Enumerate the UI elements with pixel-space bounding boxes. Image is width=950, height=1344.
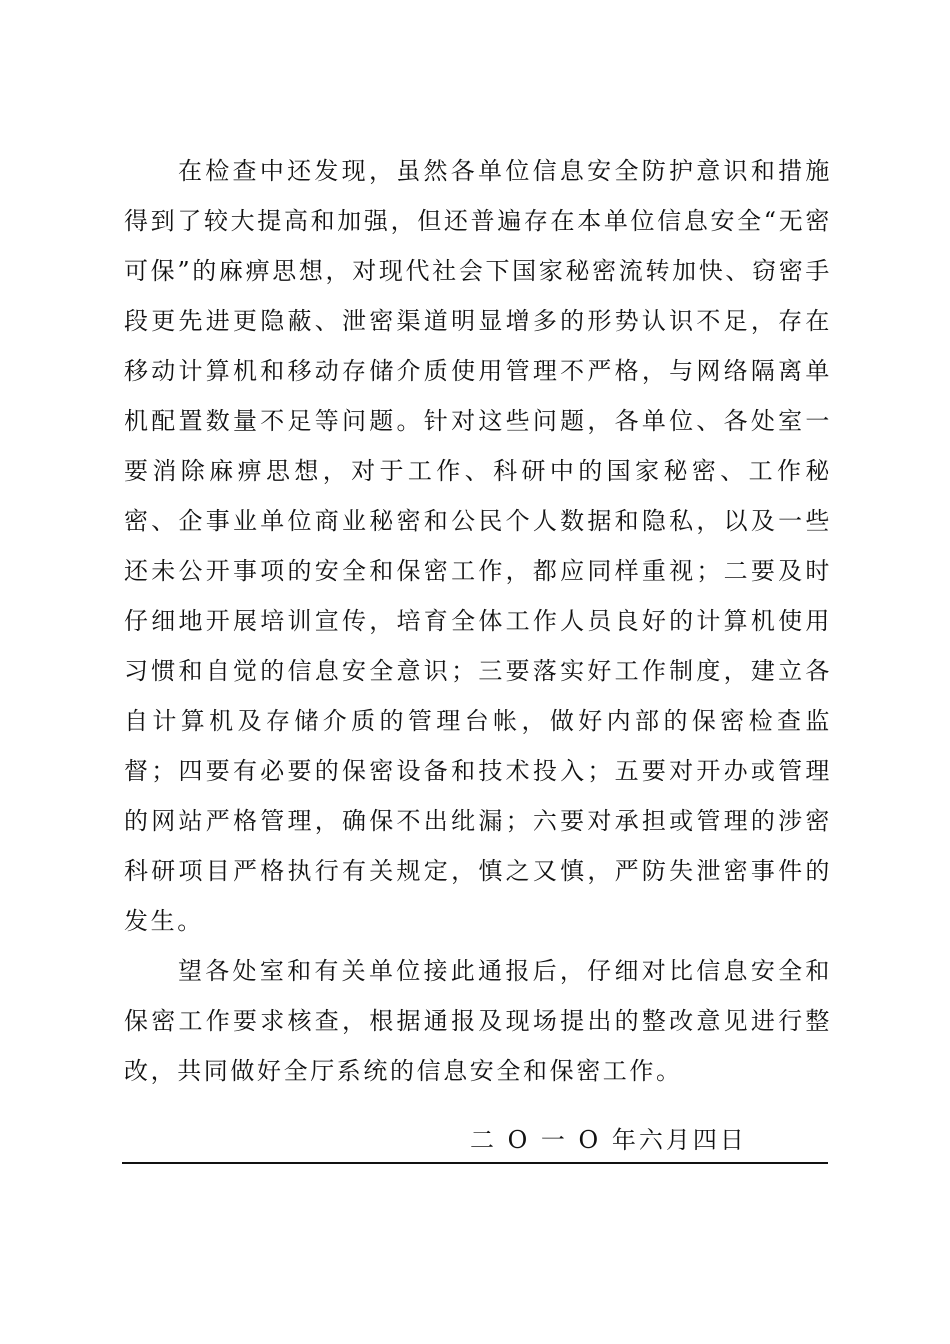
document-date: 二 O 一 O 年六月四日 [470,1126,747,1154]
document-body [124,146,832,1096]
paragraph-closing-request: 望各处室和有关单位接此通报后，仔细对比信息安全和保密工作要求核查，根据通报及现场提出的整改意见进行整改，共同做好全厅系统的信息安全和保密工作。 [124,957,832,1085]
footer-divider [122,1162,828,1164]
paragraph-inspection-findings: 在检查中还发现，虽然各单位信息安全防护意识和措施得到了较大提高和加强，但还普遍存在本单位信息安全“无密可保”的麻痹思想，对现代社会下国家秘密流转加快、窃密手段更先进更隐蔽、泄密渠道明显增多的形势认识不足，存在移动计算机和移动存储介质使用管理不严格，与网络隔离单机配置数量不足等问题。针对这些问题，各单位、各处室一要消除麻痹思想，对于工作、科研中的国家秘密、工作秘密、企事业单位商业秘密和公民个人数据和隐私，以及一些还未公开事项的安全和保密工作，都应同样重视；二要及时仔细地开展培训宣传，培育全体工作人员良好的计算机使用习惯和自觉的信息安全意识；三要落实好工作制度，建立各自计算机及存储介质的管理台帐，做好内部的保密检查监督；四要有必要的保密设备和技术投入；五要对开办或管理的网站严格管理，确保不出纰漏；六要对承担或管理的涉密科研项目严格执行有关规定，慎之又慎，严防失泄密事件的发生。 [124,157,832,935]
